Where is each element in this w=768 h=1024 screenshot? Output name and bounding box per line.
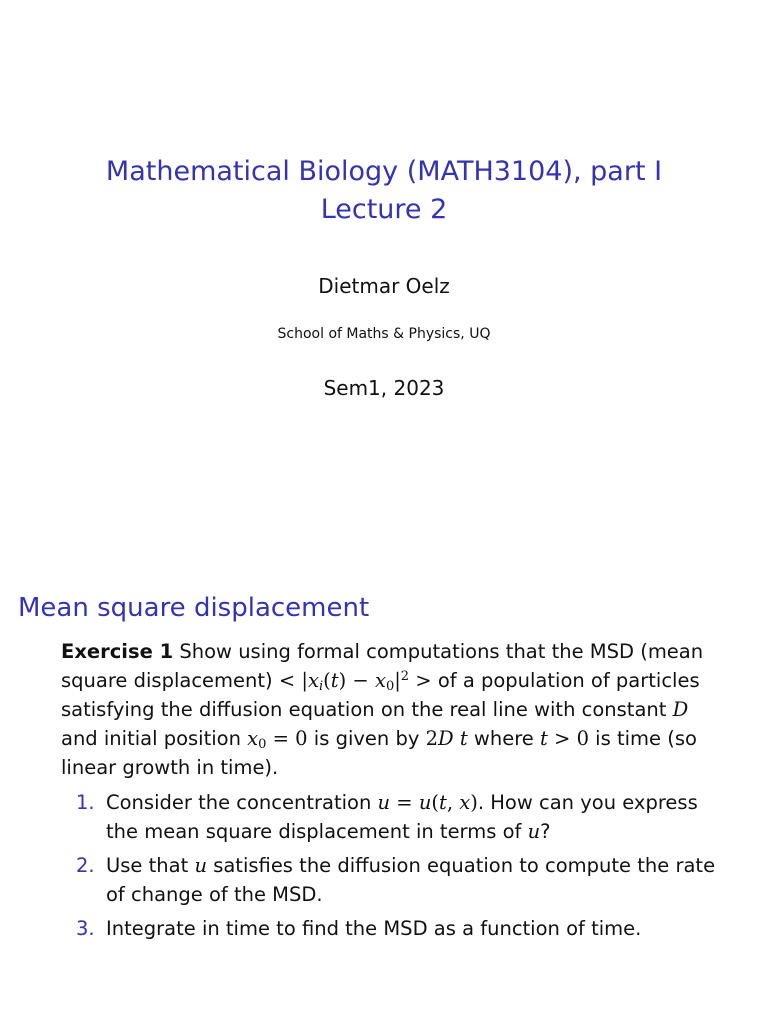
- lecture-title: Mathematical Biology (MATH3104), part I: [105, 156, 663, 187]
- step-number: 3.: [76, 917, 95, 940]
- msd-minus: ) −: [338, 669, 375, 692]
- institute: School of Maths & Physics, UQ: [277, 326, 491, 342]
- exercise-label: Exercise 1: [61, 640, 174, 663]
- frame-title: Mean square displacement: [18, 593, 370, 623]
- math-u: u: [418, 791, 432, 814]
- msd-t: t: [330, 669, 339, 692]
- math-D: D: [672, 698, 689, 721]
- step-number: 1.: [76, 791, 95, 814]
- msd-paren: (: [323, 669, 331, 692]
- exercise-text: [61, 637, 721, 782]
- msd-0: 0: [385, 679, 395, 694]
- math-u: u: [377, 791, 391, 814]
- msd-close: >: [409, 669, 432, 692]
- exercise-text-part: Show using formal computations that the MSD (mean square displacement): [61, 640, 704, 692]
- exercise-text-part: of a population of particles satisfying the diffusion equation on the real line with constant: [61, 669, 700, 721]
- step-text: Consider the concentration: [106, 791, 378, 814]
- step-text: satisfies the diffusion equation to compute the rate of change of the MSD.: [106, 854, 716, 906]
- msd-x0: x: [374, 669, 386, 692]
- msd-x: x: [307, 669, 319, 692]
- msd-abs: |: [394, 669, 401, 692]
- math-two: 2: [425, 727, 438, 750]
- msd-open: < |: [278, 669, 308, 692]
- msd-i: i: [318, 679, 324, 694]
- math-paren: ): [470, 791, 478, 814]
- math-D2: D: [438, 727, 454, 750]
- list-item: [61, 851, 721, 909]
- exercise-text-part: is time (so linear growth in time).: [61, 727, 697, 779]
- exercise-text-part: where: [467, 727, 540, 750]
- math-u: u: [527, 820, 541, 843]
- math-comma: ,: [446, 791, 460, 814]
- step-text: . How can you express the mean square displacement in terms of: [106, 791, 698, 843]
- author: Dietmar Oelz: [318, 274, 450, 298]
- step-text: ?: [540, 820, 551, 843]
- exercise-text-part: is given by: [307, 727, 426, 750]
- x0-sub: 0: [258, 737, 267, 752]
- step-text: Integrate in time to find the MSD as a function of time.: [106, 917, 642, 940]
- list-item: [61, 914, 721, 943]
- exercise-block: [61, 637, 721, 948]
- msd-expression: [279, 669, 432, 692]
- math-paren: (: [431, 791, 440, 814]
- math-x: x: [459, 791, 471, 814]
- math-t: t: [439, 791, 447, 814]
- steps-list: [61, 788, 721, 943]
- list-item: [61, 788, 721, 846]
- msd-square: 2: [400, 669, 410, 684]
- math-gt0: > 0: [547, 727, 589, 750]
- x0-eq: = 0: [266, 727, 308, 750]
- x0-expression: [247, 727, 307, 750]
- math-eq: =: [390, 791, 419, 814]
- step-text: Use that: [106, 854, 195, 877]
- exercise-text-part: and initial position: [61, 727, 248, 750]
- lecture-subtitle: Lecture 2: [320, 194, 448, 225]
- step-number: 2.: [76, 854, 95, 877]
- math-t-gt: t: [539, 727, 548, 750]
- date: Sem1, 2023: [323, 376, 445, 400]
- x0-x: x: [247, 727, 259, 750]
- math-u: u: [194, 854, 207, 877]
- math-t: t: [453, 727, 468, 750]
